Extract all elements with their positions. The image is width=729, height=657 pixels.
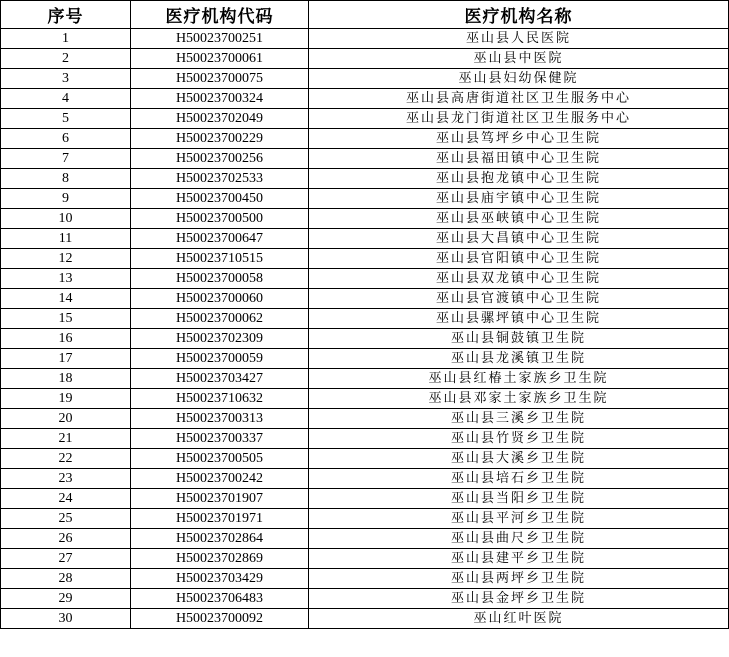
row-code: H50023701971 bbox=[131, 509, 309, 529]
row-name: 巫山县曲尺乡卫生院 bbox=[309, 529, 729, 549]
row-index: 24 bbox=[1, 489, 131, 509]
row-name: 巫山县金坪乡卫生院 bbox=[309, 589, 729, 609]
row-code: H50023700313 bbox=[131, 409, 309, 429]
header-code: 医疗机构代码 bbox=[131, 1, 309, 29]
row-code: H50023700092 bbox=[131, 609, 309, 629]
row-index: 14 bbox=[1, 289, 131, 309]
row-code: H50023700062 bbox=[131, 309, 309, 329]
row-code: H50023700256 bbox=[131, 149, 309, 169]
row-code: H50023700337 bbox=[131, 429, 309, 449]
table-row bbox=[1, 349, 729, 369]
header-index: 序号 bbox=[1, 1, 131, 29]
row-index: 20 bbox=[1, 409, 131, 429]
table-row bbox=[1, 289, 729, 309]
table-row bbox=[1, 269, 729, 289]
table-row bbox=[1, 169, 729, 189]
header-name: 医疗机构名称 bbox=[309, 1, 729, 29]
table-row bbox=[1, 469, 729, 489]
row-name: 巫山县邓家土家族乡卫生院 bbox=[309, 389, 729, 409]
row-name: 巫山县人民医院 bbox=[309, 29, 729, 49]
table-row bbox=[1, 609, 729, 629]
row-index: 10 bbox=[1, 209, 131, 229]
table-row bbox=[1, 409, 729, 429]
row-index: 25 bbox=[1, 509, 131, 529]
row-index: 30 bbox=[1, 609, 131, 629]
row-name: 巫山县建平乡卫生院 bbox=[309, 549, 729, 569]
table-row bbox=[1, 69, 729, 89]
row-index: 3 bbox=[1, 69, 131, 89]
row-name: 巫山县巫峡镇中心卫生院 bbox=[309, 209, 729, 229]
table-row bbox=[1, 529, 729, 549]
header-row bbox=[1, 1, 729, 29]
row-code: H50023710632 bbox=[131, 389, 309, 409]
row-name: 巫山红叶医院 bbox=[309, 609, 729, 629]
row-index: 8 bbox=[1, 169, 131, 189]
row-code: H50023710515 bbox=[131, 249, 309, 269]
row-index: 26 bbox=[1, 529, 131, 549]
table-row bbox=[1, 149, 729, 169]
table-row bbox=[1, 489, 729, 509]
row-name: 巫山县骡坪镇中心卫生院 bbox=[309, 309, 729, 329]
row-index: 23 bbox=[1, 469, 131, 489]
row-code: H50023700324 bbox=[131, 89, 309, 109]
table-row bbox=[1, 129, 729, 149]
row-index: 6 bbox=[1, 129, 131, 149]
table-row bbox=[1, 589, 729, 609]
row-name: 巫山县大昌镇中心卫生院 bbox=[309, 229, 729, 249]
row-index: 9 bbox=[1, 189, 131, 209]
row-index: 17 bbox=[1, 349, 131, 369]
row-name: 巫山县铜鼓镇卫生院 bbox=[309, 329, 729, 349]
row-name: 巫山县福田镇中心卫生院 bbox=[309, 149, 729, 169]
table-row bbox=[1, 49, 729, 69]
row-index: 2 bbox=[1, 49, 131, 69]
table-body bbox=[1, 29, 729, 629]
row-code: H50023702533 bbox=[131, 169, 309, 189]
row-index: 11 bbox=[1, 229, 131, 249]
row-index: 5 bbox=[1, 109, 131, 129]
row-name: 巫山县龙门街道社区卫生服务中心 bbox=[309, 109, 729, 129]
row-code: H50023700075 bbox=[131, 69, 309, 89]
table-row bbox=[1, 329, 729, 349]
row-code: H50023700647 bbox=[131, 229, 309, 249]
row-code: H50023700242 bbox=[131, 469, 309, 489]
row-index: 22 bbox=[1, 449, 131, 469]
row-name: 巫山县笃坪乡中心卫生院 bbox=[309, 129, 729, 149]
table-row bbox=[1, 109, 729, 129]
row-code: H50023703427 bbox=[131, 369, 309, 389]
row-name: 巫山县当阳乡卫生院 bbox=[309, 489, 729, 509]
row-index: 15 bbox=[1, 309, 131, 329]
table-row bbox=[1, 229, 729, 249]
row-code: H50023700450 bbox=[131, 189, 309, 209]
row-name: 巫山县中医院 bbox=[309, 49, 729, 69]
row-name: 巫山县红椿土家族乡卫生院 bbox=[309, 369, 729, 389]
row-index: 21 bbox=[1, 429, 131, 449]
row-index: 29 bbox=[1, 589, 131, 609]
row-code: H50023702309 bbox=[131, 329, 309, 349]
table-row bbox=[1, 29, 729, 49]
row-name: 巫山县两坪乡卫生院 bbox=[309, 569, 729, 589]
row-index: 19 bbox=[1, 389, 131, 409]
row-code: H50023700505 bbox=[131, 449, 309, 469]
row-name: 巫山县妇幼保健院 bbox=[309, 69, 729, 89]
row-index: 7 bbox=[1, 149, 131, 169]
row-name: 巫山县双龙镇中心卫生院 bbox=[309, 269, 729, 289]
table-row bbox=[1, 509, 729, 529]
row-index: 13 bbox=[1, 269, 131, 289]
table-row bbox=[1, 189, 729, 209]
row-name: 巫山县官渡镇中心卫生院 bbox=[309, 289, 729, 309]
row-code: H50023702049 bbox=[131, 109, 309, 129]
row-index: 18 bbox=[1, 369, 131, 389]
row-index: 28 bbox=[1, 569, 131, 589]
row-index: 4 bbox=[1, 89, 131, 109]
table-row bbox=[1, 569, 729, 589]
row-name: 巫山县三溪乡卫生院 bbox=[309, 409, 729, 429]
row-name: 巫山县竹贤乡卫生院 bbox=[309, 429, 729, 449]
row-name: 巫山县抱龙镇中心卫生院 bbox=[309, 169, 729, 189]
table-row bbox=[1, 249, 729, 269]
row-code: H50023700059 bbox=[131, 349, 309, 369]
row-index: 1 bbox=[1, 29, 131, 49]
row-code: H50023702864 bbox=[131, 529, 309, 549]
row-code: H50023700058 bbox=[131, 269, 309, 289]
row-code: H50023701907 bbox=[131, 489, 309, 509]
table-row bbox=[1, 369, 729, 389]
row-index: 16 bbox=[1, 329, 131, 349]
row-name: 巫山县大溪乡卫生院 bbox=[309, 449, 729, 469]
table-row bbox=[1, 449, 729, 469]
row-code: H50023700500 bbox=[131, 209, 309, 229]
row-code: H50023700229 bbox=[131, 129, 309, 149]
row-index: 12 bbox=[1, 249, 131, 269]
row-code: H50023702869 bbox=[131, 549, 309, 569]
table-row bbox=[1, 309, 729, 329]
row-code: H50023703429 bbox=[131, 569, 309, 589]
row-name: 巫山县庙宇镇中心卫生院 bbox=[309, 189, 729, 209]
row-name: 巫山县平河乡卫生院 bbox=[309, 509, 729, 529]
table-row bbox=[1, 429, 729, 449]
row-code: H50023700251 bbox=[131, 29, 309, 49]
row-name: 巫山县龙溪镇卫生院 bbox=[309, 349, 729, 369]
row-code: H50023706483 bbox=[131, 589, 309, 609]
row-name: 巫山县培石乡卫生院 bbox=[309, 469, 729, 489]
row-name: 巫山县高唐街道社区卫生服务中心 bbox=[309, 89, 729, 109]
table-row bbox=[1, 389, 729, 409]
table-row bbox=[1, 209, 729, 229]
row-index: 27 bbox=[1, 549, 131, 569]
row-code: H50023700061 bbox=[131, 49, 309, 69]
table-row bbox=[1, 549, 729, 569]
row-code: H50023700060 bbox=[131, 289, 309, 309]
table-row bbox=[1, 89, 729, 109]
row-name: 巫山县官阳镇中心卫生院 bbox=[309, 249, 729, 269]
